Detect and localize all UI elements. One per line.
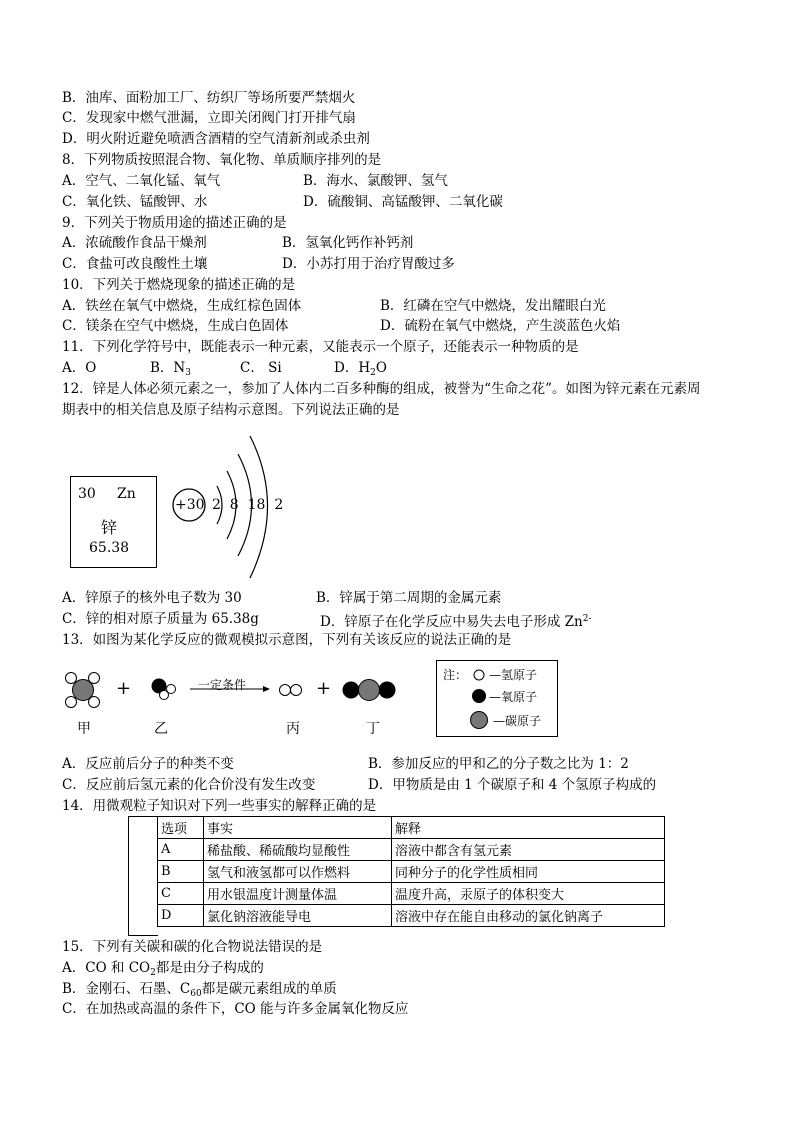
q10-stem: 10．下列关于燃烧现象的描述正确的是 bbox=[62, 277, 296, 293]
water-molecule bbox=[152, 679, 176, 700]
table-cell: 溶液中存在能自由移动的氯化钠离子 bbox=[392, 905, 665, 927]
q9-stem: 9．下列关于物质用途的描述正确的是 bbox=[62, 215, 287, 231]
q10-option-c: C．镁条在空气中燃烧，生成白色固体 bbox=[62, 318, 289, 334]
table-header-row bbox=[158, 817, 665, 839]
hydrogen-atom-icon bbox=[474, 670, 484, 680]
q8-option-d: D．硫酸铜、高锰酸钾、二氧化碳 bbox=[303, 194, 503, 210]
q12-option-a: A．锌原子的核外电子数为 30 bbox=[62, 590, 242, 606]
legend-oxygen: —氧原子 bbox=[489, 690, 538, 704]
element-name: 锌 bbox=[101, 518, 118, 537]
periodic-cell bbox=[70, 476, 157, 568]
table-left-bar bbox=[128, 816, 158, 936]
q11-option-d: D．$H_2O$ bbox=[334, 360, 387, 378]
table-cell: 温度升高，汞原子的体积变大 bbox=[392, 883, 665, 905]
q9-option-a: A．浓硫酸作食品干燥剂 bbox=[62, 235, 207, 251]
label-yi: 乙 bbox=[154, 721, 168, 737]
plus-sign-1: + bbox=[116, 678, 132, 699]
q8-option-a: A．空气、二氧化锰、氧气 bbox=[62, 173, 221, 189]
header-fact: 事实 bbox=[204, 817, 392, 839]
q10-option-b: B．红磷在空气中燃烧，发出耀眼白光 bbox=[380, 298, 606, 314]
q13-option-b: B．参加反应的甲和乙的分子数之比为 1：2 bbox=[368, 756, 629, 772]
methane-molecule bbox=[66, 673, 100, 708]
header-option: 选项 bbox=[158, 817, 204, 839]
table-cell: D bbox=[158, 905, 204, 927]
q11-stem: 11．下列化学符号中，既能表示一种元素，又能表示一个原子，还能表示一种物质的是 bbox=[62, 339, 579, 355]
table-cell: 稀盐酸、稀硫酸均显酸性 bbox=[204, 839, 392, 861]
q13-stem: 13．如图为某化学反应的微观模拟示意图，下列有关该反应的说法正确的是 bbox=[62, 632, 512, 648]
electron-counts: 2 8 18 2 bbox=[212, 497, 284, 513]
table-cell: 用水银温度计测量体温 bbox=[204, 883, 392, 905]
reaction-legend bbox=[436, 660, 558, 737]
carbon-atom-icon bbox=[471, 712, 488, 729]
table-row bbox=[158, 905, 665, 927]
q7-option-d: D．明火附近避免喷洒含酒精的空气清新剂或杀虫剂 bbox=[62, 131, 370, 147]
q12-stem-line1: 12．锌是人体必须元素之一，参加了人体内二百多种酶的组成，被誉为“生命之花”。如图为锌元素在元素周 bbox=[62, 381, 701, 397]
label-jia: 甲 bbox=[77, 721, 91, 737]
q7-option-b: B．油库、面粉加工厂、纺织厂等场所要严禁烟火 bbox=[62, 90, 356, 106]
q7-option-c: C．发现家中燃气泄漏，立即关闭阀门打开排气扇 bbox=[62, 110, 356, 126]
q8-option-c: C．氧化铁、锰酸钾、水 bbox=[62, 194, 208, 210]
q9-option-c: C．食盐可改良酸性土壤 bbox=[62, 256, 208, 272]
q11-option-b: B．$N_3$ bbox=[150, 360, 191, 378]
table-cell: 氢气和液氢都可以作燃料 bbox=[204, 861, 392, 883]
atomic-number: 30 bbox=[78, 486, 96, 502]
legend-hydrogen: —氢原子 bbox=[489, 668, 538, 682]
table-cell: 同种分子的化学性质相同 bbox=[392, 861, 665, 883]
hydrogen-molecule bbox=[280, 685, 302, 696]
carbon-dioxide-molecule bbox=[343, 680, 396, 701]
atomic-mass: 65.38 bbox=[89, 540, 130, 556]
oxygen-atom-icon bbox=[472, 689, 486, 703]
q13-option-c: C．反应前后氢元素的化合价没有发生改变 bbox=[62, 777, 316, 793]
facts-table bbox=[157, 816, 665, 927]
q12-option-c: C．锌的相对原子质量为 65.38g bbox=[62, 611, 259, 627]
plus-sign-2: + bbox=[316, 678, 332, 699]
q12-option-b: B．锌属于第二周期的金属元素 bbox=[316, 590, 502, 606]
legend-carbon: —碳原子 bbox=[493, 714, 542, 728]
header-explanation: 解释 bbox=[392, 817, 665, 839]
q13-option-d: D．甲物质是由 1 个碳原子和 4 个氢原子构成的 bbox=[368, 777, 657, 793]
q9-option-b: B．氢氧化钙作补钙剂 bbox=[282, 235, 414, 251]
label-bing: 丙 bbox=[286, 721, 300, 737]
q12-stem-line2: 期表中的相关信息及原子结构示意图。下列说法正确的是 bbox=[62, 402, 400, 418]
table-row bbox=[158, 839, 665, 861]
element-symbol: Zn bbox=[117, 486, 136, 502]
label-ding: 丁 bbox=[366, 721, 380, 737]
table-cell: 溶液中都含有氢元素 bbox=[392, 839, 665, 861]
table-cell: C bbox=[158, 883, 204, 905]
q15-option-c: C．在加热或高温的条件下，CO 能与许多金属氧化物反应 bbox=[62, 1001, 409, 1017]
q10-option-d: D．硫粉在氧气中燃烧，产生淡蓝色火焰 bbox=[380, 318, 621, 334]
q9-option-d: D．小苏打用于治疗胃酸过多 bbox=[282, 256, 455, 272]
table-cell: 氯化钠溶液能导电 bbox=[204, 905, 392, 927]
q15-option-a: A．CO 和 $CO_2$都是由分子构成的 bbox=[62, 960, 264, 978]
q12-option-d: D．锌原子在化学反应中易失去电子形成 $Zn^{2-}$ bbox=[320, 614, 592, 630]
q15-option-b: B．金刚石、石墨、$C_{60}$都是碳元素组成的单质 bbox=[62, 981, 337, 999]
q11-option-a: A．O bbox=[62, 360, 97, 376]
legend-title: 注： bbox=[443, 668, 468, 682]
q15-stem: 15．下列有关碳和碳的化合物说法错误的是 bbox=[62, 939, 323, 955]
q8-option-b: B．海水、氯酸钾、氢气 bbox=[303, 173, 448, 189]
q13-option-a: A．反应前后分子的种类不变 bbox=[62, 756, 234, 772]
table-row bbox=[158, 883, 665, 905]
q14-stem: 14．用微观粒子知识对下列一些事实的解释正确的是 bbox=[62, 798, 377, 814]
reaction-condition: 一定条件 bbox=[198, 678, 247, 692]
q11-option-c: C． Si bbox=[240, 360, 282, 376]
table-cell: B bbox=[158, 861, 204, 883]
q8-stem: 8．下列物质按照混合物、氧化物、单质顺序排列的是 bbox=[62, 152, 382, 168]
nucleus-charge: +30 bbox=[175, 497, 205, 513]
table-row bbox=[158, 861, 665, 883]
table-cell: A bbox=[158, 839, 204, 861]
q10-option-a: A．铁丝在氧气中燃烧，生成红棕色固体 bbox=[62, 298, 302, 314]
